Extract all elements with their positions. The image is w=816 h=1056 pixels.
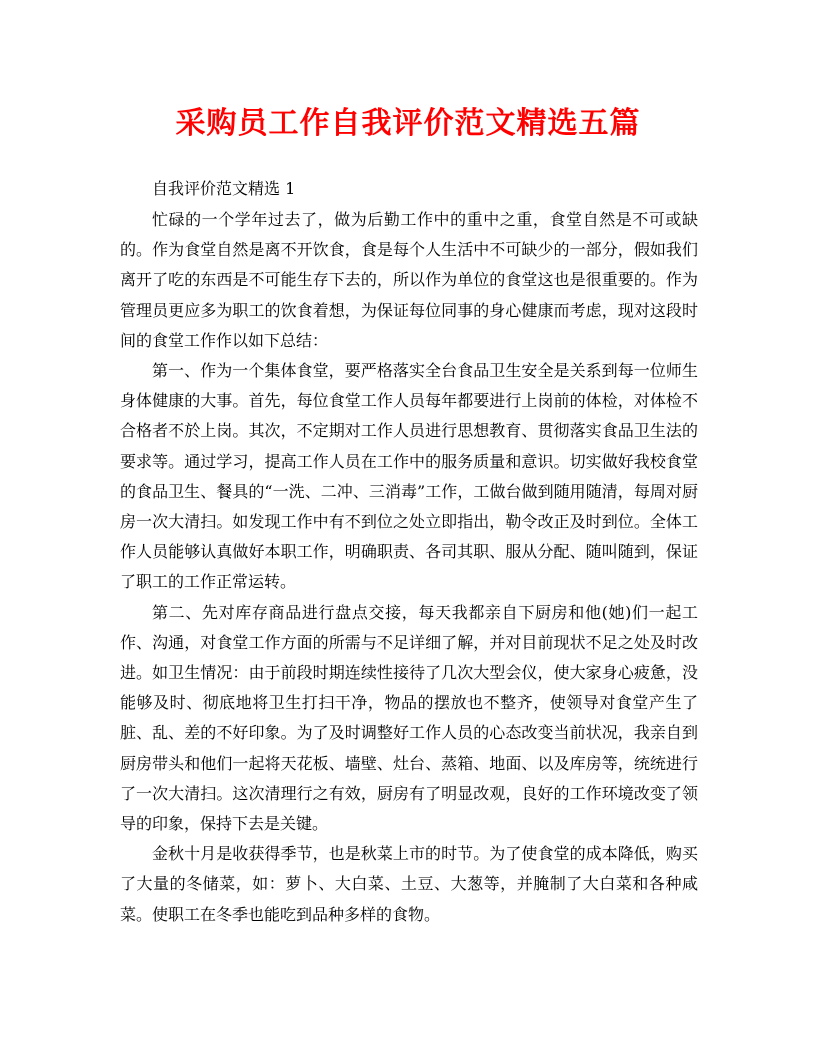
paragraph-intro: 忙碌的一个学年过去了，做为后勤工作中的重中之重，食堂自然是不可或缺的。作为食堂自然是离不开饮食，食是每个人生活中不可缺少的一部分，假如我们离开了吃的东西是不可能生存下去的，所以作为单位的食堂这也是很重要的。作为管理员更应多为职工的饮食着想，为保证每位同事的身心健康而考虑，现对这段时间的食堂工作作以如下总结： [120, 210, 698, 350]
section-heading: 自我评价范文精选 1 [152, 179, 296, 198]
document-body [120, 175, 698, 930]
paragraph-autumn: 金秋十月是收获得季节，也是秋菜上市的时节。为了使食堂的成本降低，购买了大量的冬储菜，如：萝卜、大白菜、土豆、大葱等，并腌制了大白菜和各种咸菜。使职工在冬季也能吃到品种多样的食物。 [120, 844, 698, 924]
document-title: 采购员工作自我评价范文精选五篇 [175, 106, 641, 141]
paragraph-second-point: 第二、先对库存商品进行盘点交接，每天我都亲自下厨房和他(她)们一起工作、沟通，对食堂工作方面的所需与不足详细了解，并对目前现状不足之处及时改进。如卫生情况：由于前段时期连续性接待了几次大型会仪，使大家身心疲惫，没能够及时、彻底地将卫生打扫干净，物品的摆放也不整齐，使领导对食堂产生了脏、乱、差的不好印象。为了及时调整好工作人员的心态改变当前状况，我亲自到厨房带头和他们一起将天花板、墙壁、灶台、蒸箱、地面、以及库房等，统统进行了一次大清扫。这次清理行之有效，厨房有了明显改观，良好的工作环境改变了领导的印象，保持下去是关键。 [120, 602, 698, 834]
paragraph-first-point: 第一、作为一个集体食堂，要严格落实全台食品卫生安全是关系到每一位师生身体健康的大事。首先，每位食堂工作人员每年都要进行上岗前的体检，对体检不合格者不於上岗。其次，不定期对工作人员进行思想教育、贯彻落实食品卫生法的要求等。通过学习，提高工作人员在工作中的服务质量和意识。切实做好我校食堂的食品卫生、餐具的“一洗、二冲、三消毒”工作，工做台做到随用随清，每周对厨房一次大清扫。如发现工作中有不到位之处立即指出，勒令改正及时到位。全体工作人员能够认真做好本职工作，明确职责、各司其职、服从分配、随叫随到，保证了职工的工作正常运转。 [120, 361, 698, 592]
